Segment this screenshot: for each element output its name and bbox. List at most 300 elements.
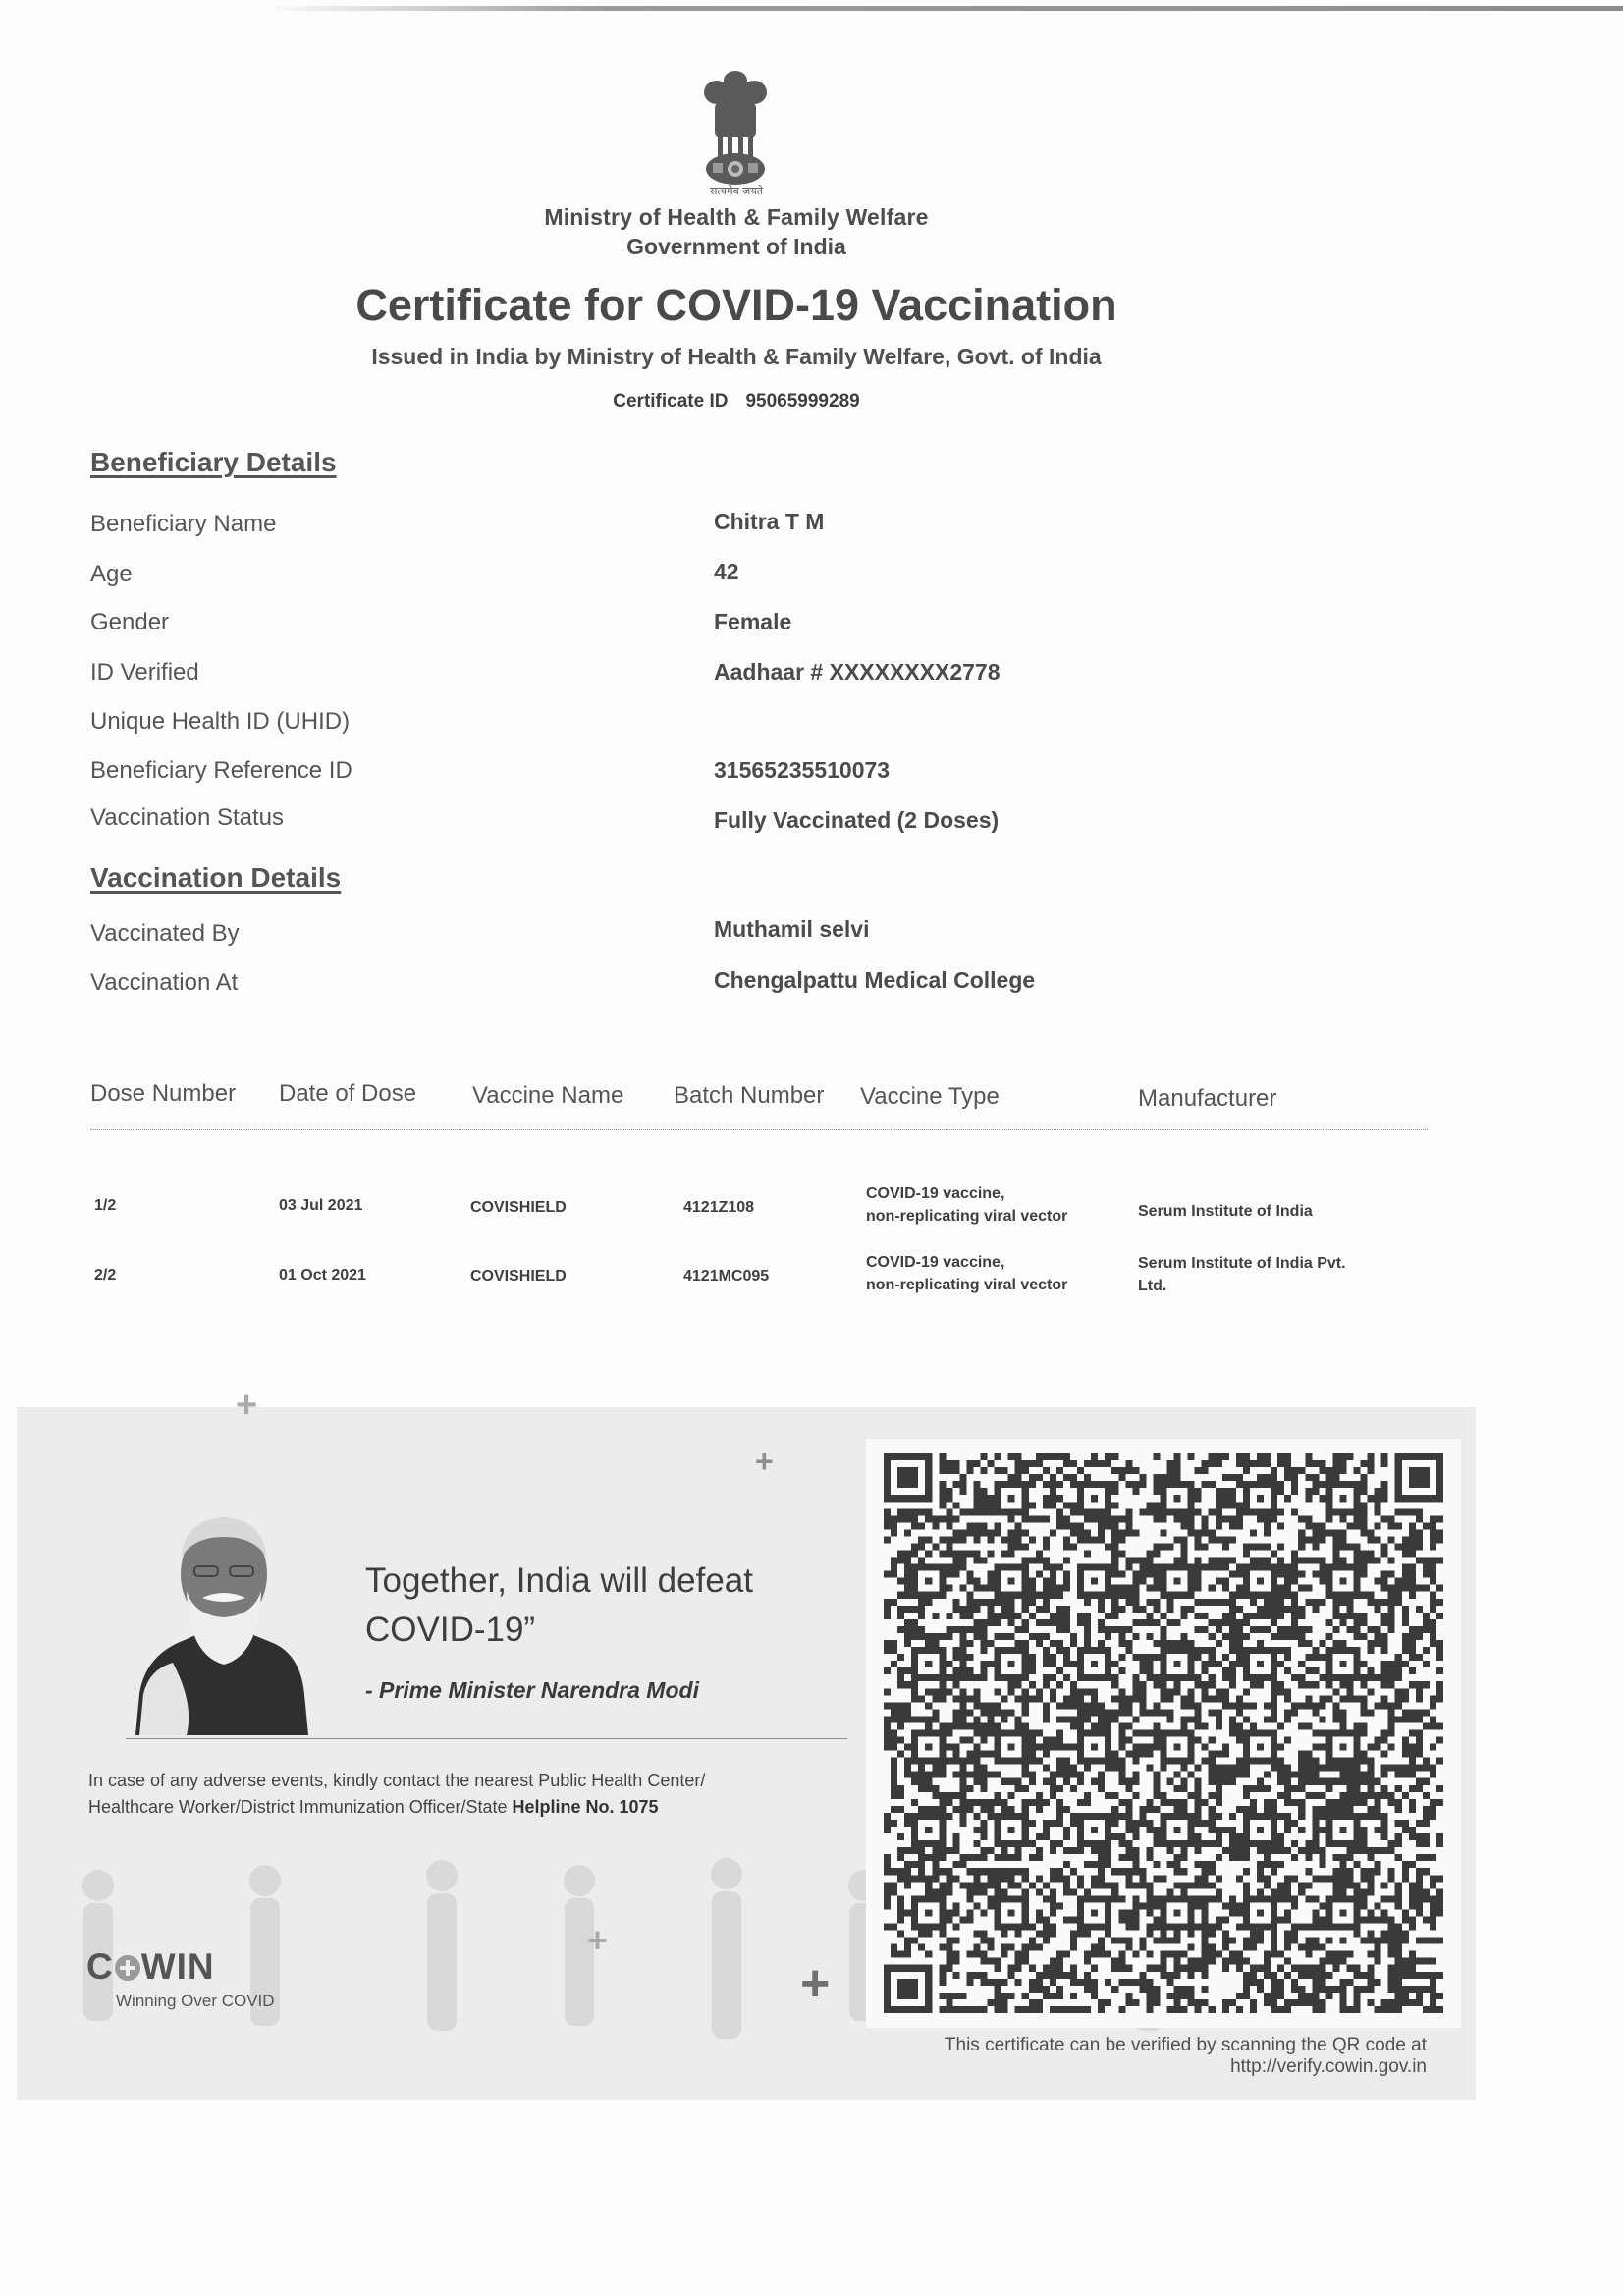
qr-module xyxy=(932,1868,939,1875)
qr-module xyxy=(952,1744,959,1751)
qr-module xyxy=(1077,1585,1084,1592)
qr-module xyxy=(1325,1986,1332,1993)
qr-module xyxy=(1325,1661,1332,1667)
qr-module xyxy=(1312,1986,1319,1993)
qr-module xyxy=(1339,1778,1346,1785)
qr-module xyxy=(1381,1999,1388,2006)
qr-module xyxy=(1222,1931,1229,1938)
qr-module xyxy=(1388,1536,1395,1543)
qr-module xyxy=(1346,1695,1353,1702)
qr-module xyxy=(904,1993,911,1999)
qr-module xyxy=(932,1847,939,1854)
qr-module xyxy=(1153,1861,1160,1868)
qr-module xyxy=(966,1888,973,1895)
qr-module xyxy=(1118,1695,1125,1702)
qr-module xyxy=(1271,1633,1277,1640)
qr-module xyxy=(1008,1529,1015,1536)
qr-module xyxy=(1416,1882,1423,1888)
qr-module xyxy=(1339,1861,1346,1868)
qr-module xyxy=(1001,1606,1008,1613)
qr-module xyxy=(1402,1993,1409,1999)
qr-module xyxy=(1036,1551,1043,1558)
qr-module xyxy=(1050,1495,1056,1502)
qr-module xyxy=(1111,1681,1118,1688)
qr-module xyxy=(1174,1515,1181,1522)
qr-module xyxy=(897,1737,904,1744)
qr-module xyxy=(1402,1861,1409,1868)
qr-module xyxy=(981,1765,988,1772)
qr-module xyxy=(1229,1626,1236,1633)
qr-module xyxy=(1050,1958,1056,1965)
qr-module xyxy=(959,1564,966,1571)
qr-module xyxy=(1188,1640,1195,1647)
qr-module xyxy=(1395,1488,1402,1495)
qr-module xyxy=(1111,1606,1118,1613)
qr-module xyxy=(1105,1460,1111,1467)
qr-module xyxy=(1008,1924,1015,1931)
qr-module xyxy=(946,1909,952,1916)
qr-module xyxy=(1277,1488,1284,1495)
qr-module xyxy=(1153,1564,1160,1571)
qr-module xyxy=(1105,1543,1111,1550)
qr-module xyxy=(1105,1979,1111,1986)
qr-module xyxy=(1346,1792,1353,1799)
qr-module xyxy=(1319,1571,1325,1578)
qr-module xyxy=(1202,1543,1209,1550)
qr-module xyxy=(1305,1924,1312,1931)
qr-module xyxy=(1181,1722,1188,1729)
qr-module xyxy=(1195,1792,1202,1799)
qr-module xyxy=(1346,1522,1353,1529)
qr-module xyxy=(1118,1633,1125,1640)
qr-module xyxy=(925,1951,932,1958)
qr-module xyxy=(1332,1613,1339,1619)
qr-module xyxy=(995,1888,1001,1895)
qr-module xyxy=(1077,1833,1084,1840)
qr-module xyxy=(1354,1481,1361,1488)
qr-module xyxy=(1015,1592,1022,1599)
qr-module xyxy=(1036,1847,1043,1854)
qr-module xyxy=(1305,1626,1312,1633)
qr-module xyxy=(1325,1924,1332,1931)
qr-module xyxy=(1430,1979,1436,1986)
qr-module xyxy=(1022,1467,1029,1474)
qr-module xyxy=(981,1882,988,1888)
qr-module xyxy=(1015,1758,1022,1765)
qr-module xyxy=(1423,1558,1430,1564)
qr-module xyxy=(911,1508,918,1515)
qr-module xyxy=(1229,1681,1236,1688)
qr-module xyxy=(1174,1772,1181,1778)
qr-module xyxy=(904,1861,911,1868)
qr-module xyxy=(973,1558,980,1564)
qr-module xyxy=(1229,1827,1236,1833)
qr-module xyxy=(1174,1785,1181,1792)
qr-module xyxy=(1271,1847,1277,1854)
qr-module xyxy=(1105,1758,1111,1765)
qr-module xyxy=(1132,1924,1139,1931)
qr-module xyxy=(1008,1840,1015,1847)
qr-module xyxy=(1257,1875,1264,1882)
qr-module xyxy=(1209,1599,1216,1606)
qr-module xyxy=(1181,1716,1188,1722)
qr-module xyxy=(1436,1722,1443,1729)
qr-module xyxy=(897,1833,904,1840)
qr-module xyxy=(1243,1827,1250,1833)
qr-module xyxy=(1284,1999,1291,2006)
qr-module xyxy=(1063,1460,1070,1467)
qr-module xyxy=(1118,1640,1125,1647)
qr-module xyxy=(959,1709,966,1716)
qr-module xyxy=(1029,1924,1036,1931)
qr-module xyxy=(1346,1785,1353,1792)
qr-module xyxy=(1243,1916,1250,1923)
qr-module xyxy=(1188,1508,1195,1515)
qr-module xyxy=(1188,1751,1195,1758)
qr-module xyxy=(959,1626,966,1633)
qr-module xyxy=(911,1661,918,1667)
qr-module xyxy=(1160,1938,1166,1944)
qr-module xyxy=(1436,1737,1443,1744)
qr-module xyxy=(1409,1551,1416,1558)
qr-module xyxy=(1160,1508,1166,1515)
qr-module xyxy=(1416,1902,1423,1909)
qr-module xyxy=(939,1758,946,1765)
qr-module xyxy=(939,1993,946,1999)
qr-module xyxy=(1332,1709,1339,1716)
qr-module xyxy=(1264,1882,1271,1888)
qr-module xyxy=(1118,1626,1125,1633)
qr-module xyxy=(1339,1515,1346,1522)
qr-module xyxy=(946,1965,952,1972)
qr-module xyxy=(1008,1868,1015,1875)
qr-module xyxy=(1423,1820,1430,1827)
qr-module xyxy=(1098,1999,1105,2006)
qr-module xyxy=(1375,1702,1381,1709)
qr-module xyxy=(1118,1585,1125,1592)
qr-module xyxy=(1015,1681,1022,1688)
qr-module xyxy=(1250,1529,1257,1536)
qr-module xyxy=(1077,1882,1084,1888)
qr-module xyxy=(1070,1772,1077,1778)
qr-module xyxy=(1084,1508,1091,1515)
qr-module xyxy=(1243,1667,1250,1674)
qr-module xyxy=(1271,1951,1277,1958)
qr-module xyxy=(1339,1647,1346,1654)
qr-module xyxy=(1236,1626,1243,1633)
qr-module xyxy=(1298,1965,1305,1972)
qr-module xyxy=(988,1640,995,1647)
qr-module xyxy=(1346,1599,1353,1606)
qr-module xyxy=(884,1488,891,1495)
qr-module xyxy=(1153,1778,1160,1785)
qr-module xyxy=(1036,1515,1043,1522)
qr-module xyxy=(1118,1467,1125,1474)
qr-module xyxy=(1388,1840,1395,1847)
qr-module xyxy=(952,1647,959,1654)
qr-module xyxy=(1354,1813,1361,1820)
qr-module xyxy=(1339,1938,1346,1944)
verify-url[interactable]: http://verify.cowin.gov.in xyxy=(1230,2056,1427,2077)
qr-module xyxy=(911,1909,918,1916)
qr-module xyxy=(1402,1972,1409,1979)
qr-module xyxy=(966,1951,973,1958)
qr-module xyxy=(1325,1508,1332,1515)
qr-module xyxy=(1216,1772,1222,1778)
qr-module xyxy=(1111,1488,1118,1495)
qr-module xyxy=(1236,1924,1243,1931)
qr-module xyxy=(1271,1944,1277,1951)
qr-module xyxy=(1271,1799,1277,1806)
qr-module xyxy=(1160,1916,1166,1923)
qr-module xyxy=(1229,1674,1236,1681)
qr-module xyxy=(1015,1564,1022,1571)
qr-module xyxy=(1402,1551,1409,1558)
qr-module xyxy=(1098,1606,1105,1613)
qr-module xyxy=(1388,1729,1395,1736)
qr-module xyxy=(1332,1529,1339,1536)
qr-module xyxy=(1043,1558,1050,1564)
qr-module xyxy=(1008,1474,1015,1481)
qr-module xyxy=(1056,1744,1063,1751)
qr-module xyxy=(1298,1543,1305,1550)
qr-module xyxy=(1132,1751,1139,1758)
qr-module xyxy=(1111,1481,1118,1488)
qr-module xyxy=(1022,1592,1029,1599)
qr-module xyxy=(1146,1613,1153,1619)
qr-module xyxy=(1339,1564,1346,1571)
qr-module xyxy=(1339,1888,1346,1895)
qr-module xyxy=(952,1551,959,1558)
qr-module xyxy=(918,1564,925,1571)
qr-module xyxy=(1077,1529,1084,1536)
qr-module xyxy=(1416,1709,1423,1716)
qr-module xyxy=(1271,1619,1277,1626)
qr-module xyxy=(946,1792,952,1799)
qr-module xyxy=(932,1758,939,1765)
qr-module xyxy=(932,1522,939,1529)
qr-module xyxy=(973,1674,980,1681)
qr-module xyxy=(1436,1799,1443,1806)
qr-module xyxy=(1236,1847,1243,1854)
qr-module xyxy=(1291,1709,1298,1716)
qr-module xyxy=(1354,1902,1361,1909)
qr-module xyxy=(1001,1979,1008,1986)
qr-module xyxy=(918,1592,925,1599)
qr-module xyxy=(1202,1529,1209,1536)
qr-module xyxy=(1346,1854,1353,1861)
qr-module xyxy=(1216,1716,1222,1722)
qr-module xyxy=(1195,1813,1202,1820)
qr-module xyxy=(1022,1529,1029,1536)
qr-code[interactable] xyxy=(884,1453,1443,2013)
qr-module xyxy=(1332,1888,1339,1895)
qr-module xyxy=(988,1606,995,1613)
qr-module xyxy=(1022,1895,1029,1902)
qr-module xyxy=(1298,1758,1305,1765)
qr-module xyxy=(995,1592,1001,1599)
qr-module xyxy=(1216,1813,1222,1820)
qr-module xyxy=(1271,1488,1277,1495)
qr-module xyxy=(1105,1999,1111,2006)
qr-module xyxy=(1174,1840,1181,1847)
qr-module xyxy=(1050,1993,1056,1999)
qr-module xyxy=(1284,1778,1291,1785)
qr-module xyxy=(1022,1460,1029,1467)
qr-module xyxy=(1043,1467,1050,1474)
qr-module xyxy=(1084,1888,1091,1895)
qr-module xyxy=(884,1453,891,1460)
qr-module xyxy=(1416,1495,1423,1502)
qr-module xyxy=(973,1875,980,1882)
qr-module xyxy=(1063,1861,1070,1868)
qr-module xyxy=(1008,1744,1015,1751)
qr-module xyxy=(1063,1847,1070,1854)
qr-module xyxy=(1139,1806,1146,1813)
qr-module xyxy=(884,1827,891,1833)
qr-module xyxy=(1174,1931,1181,1938)
qr-module xyxy=(1160,1613,1166,1619)
qr-module xyxy=(1243,1578,1250,1585)
qr-module xyxy=(1436,1467,1443,1474)
qr-module xyxy=(925,1840,932,1847)
qr-module xyxy=(1395,1833,1402,1840)
qr-module xyxy=(1029,1633,1036,1640)
qr-module xyxy=(1395,1882,1402,1888)
qr-module xyxy=(884,1868,891,1875)
qr-module xyxy=(1388,1944,1395,1951)
qr-module xyxy=(1209,1508,1216,1515)
qr-module xyxy=(1381,1515,1388,1522)
qr-module xyxy=(1216,1460,1222,1467)
qr-module xyxy=(918,1674,925,1681)
qr-module xyxy=(995,1619,1001,1626)
qr-module xyxy=(1257,1606,1264,1613)
qr-module xyxy=(1375,1488,1381,1495)
qr-module xyxy=(1436,1558,1443,1564)
qr-module xyxy=(897,1592,904,1599)
qr-module xyxy=(1375,1606,1381,1613)
qr-module xyxy=(1416,1467,1423,1474)
qr-module xyxy=(1111,1882,1118,1888)
qr-module xyxy=(1250,1558,1257,1564)
qr-module xyxy=(918,1847,925,1854)
qr-module xyxy=(1436,1536,1443,1543)
qr-module xyxy=(1375,1640,1381,1647)
qr-module xyxy=(884,1613,891,1619)
qr-module xyxy=(1132,1882,1139,1888)
header-manufacturer: Manufacturer xyxy=(1138,1085,1277,1112)
qr-module xyxy=(1409,1543,1416,1550)
qr-module xyxy=(891,1640,897,1647)
qr-module xyxy=(1395,1986,1402,1993)
qr-module xyxy=(973,1744,980,1751)
qr-module xyxy=(1416,1765,1423,1772)
qr-module xyxy=(1298,1772,1305,1778)
qr-module xyxy=(1077,1495,1084,1502)
qr-module xyxy=(1063,1882,1070,1888)
qr-module xyxy=(1105,1729,1111,1736)
qr-module xyxy=(1381,1599,1388,1606)
qr-module xyxy=(1216,1558,1222,1564)
qr-module xyxy=(1298,1944,1305,1951)
qr-module xyxy=(1264,1613,1271,1619)
qr-module xyxy=(1084,1765,1091,1772)
qr-module xyxy=(959,1813,966,1820)
qr-module xyxy=(1423,1474,1430,1481)
qr-module xyxy=(1077,1488,1084,1495)
qr-module xyxy=(1368,1758,1375,1765)
qr-module xyxy=(1381,1543,1388,1550)
qr-module xyxy=(1354,1508,1361,1515)
qr-module xyxy=(981,1833,988,1840)
qr-module xyxy=(1195,1965,1202,1972)
qr-module xyxy=(1423,1972,1430,1979)
qr-module xyxy=(1264,1460,1271,1467)
qr-module xyxy=(1043,1592,1050,1599)
qr-module xyxy=(1264,1508,1271,1515)
qr-module xyxy=(1098,1529,1105,1536)
qr-module xyxy=(1388,1938,1395,1944)
qr-module xyxy=(1195,1681,1202,1688)
qr-module xyxy=(1430,1695,1436,1702)
qr-module xyxy=(1236,1909,1243,1916)
qr-module xyxy=(1029,1744,1036,1751)
qr-module xyxy=(1361,1813,1368,1820)
qr-module xyxy=(1160,1931,1166,1938)
qr-module xyxy=(1029,1515,1036,1522)
qr-module xyxy=(1216,1709,1222,1716)
qr-module xyxy=(1132,1619,1139,1626)
qr-module xyxy=(1346,1508,1353,1515)
qr-module xyxy=(1277,1688,1284,1695)
qr-module xyxy=(1222,1654,1229,1661)
qr-module xyxy=(1132,1979,1139,1986)
qr-module xyxy=(959,1551,966,1558)
qr-module xyxy=(1257,1564,1264,1571)
qr-module xyxy=(1118,1515,1125,1522)
qr-module xyxy=(1160,1529,1166,1536)
qr-module xyxy=(1305,1702,1312,1709)
qr-module xyxy=(1325,1806,1332,1813)
qr-module xyxy=(1368,1986,1375,1993)
qr-module xyxy=(981,1674,988,1681)
qr-module xyxy=(1236,1695,1243,1702)
qr-module xyxy=(1402,1716,1409,1722)
qr-module xyxy=(1098,1619,1105,1626)
qr-module xyxy=(1271,1820,1277,1827)
qr-module xyxy=(1098,1758,1105,1765)
qr-module xyxy=(925,1495,932,1502)
qr-module xyxy=(1271,1709,1277,1716)
qr-module xyxy=(1195,1585,1202,1592)
qr-module xyxy=(1423,1495,1430,1502)
qr-module xyxy=(1043,1737,1050,1744)
qr-module xyxy=(1216,1508,1222,1515)
qr-module xyxy=(939,1833,946,1840)
qr-module xyxy=(1325,1585,1332,1592)
qr-module xyxy=(1354,1833,1361,1840)
qr-module xyxy=(904,1882,911,1888)
qr-module xyxy=(959,1993,966,1999)
qr-module xyxy=(1305,1895,1312,1902)
qr-module xyxy=(1395,1674,1402,1681)
qr-module xyxy=(1202,1722,1209,1729)
scan-edge-line xyxy=(265,6,1623,11)
qr-module xyxy=(1209,1758,1216,1765)
qr-module xyxy=(1188,1792,1195,1799)
qr-module xyxy=(1202,1916,1209,1923)
